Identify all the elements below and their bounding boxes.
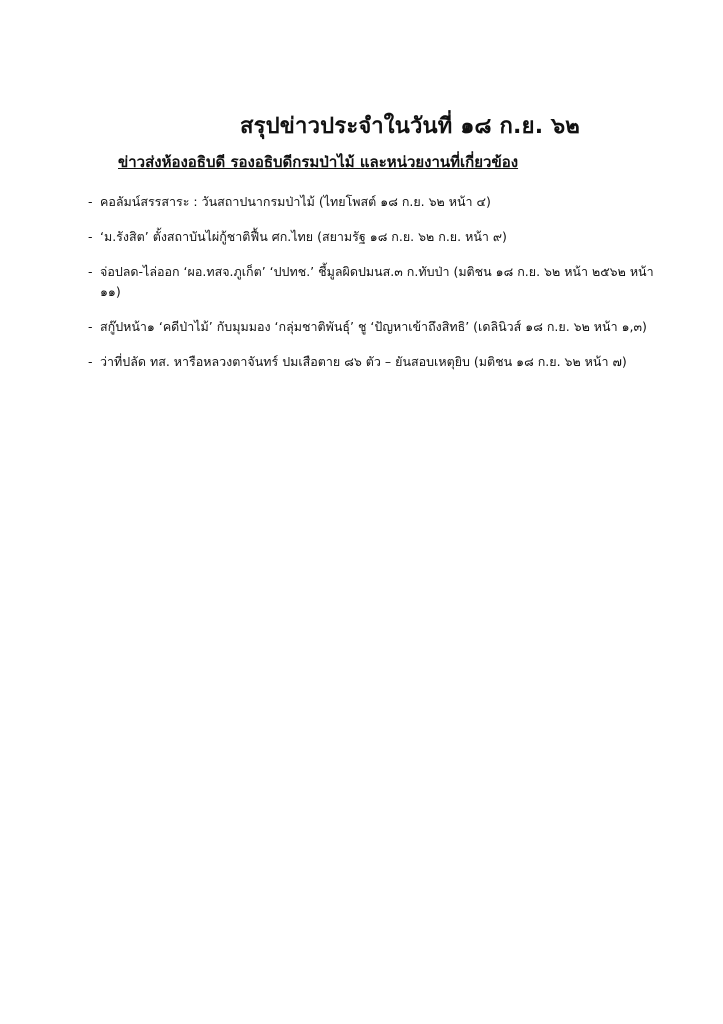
bullet-dash: - — [88, 264, 93, 279]
news-headline: จ่อปลด-ไล่ออก ‘ผอ.ทสจ.ภูเก็ต’ ‘ปปทช.’ ชี้มูลผิดปมนส.๓ ก.ทับป่า (มติชน ๑๘ ก.ย. ๖๒ หน้า ๒๕๖๒ หน้า ๑๑) — [100, 264, 654, 299]
bullet-dash: - — [88, 354, 93, 369]
bullet-dash: - — [88, 229, 93, 244]
news-headline: ‘ม.รังสิต’ ตั้งสถาบันไผ่กู้ชาติฟื้น ศก.ไทย (สยามรัฐ ๑๘ ก.ย. ๖๒ ก.ย. หน้า ๙) — [100, 229, 507, 244]
bullet-dash: - — [88, 194, 93, 209]
news-headline: ว่าที่ปลัด ทส. หารือหลวงตาจันทร์ ปมเสือตาย ๘๖ ตัว – ยันสอบเหตุยิบ (มติชน ๑๘ ก.ย. ๖๒ หน้า ๗) — [100, 354, 627, 369]
news-list — [88, 192, 668, 387]
list-item — [88, 227, 668, 247]
bullet-dash: - — [88, 319, 93, 334]
news-headline: คอลัมน์สรรสาระ : วันสถาปนากรมป่าไม้ (ไทยโพสต์ ๑๘ ก.ย. ๖๒ หน้า ๔) — [100, 194, 491, 209]
list-item — [88, 317, 668, 337]
page-subtitle: ข่าวส่งห้องอธิบดี รองอธิบดีกรมป่าไม้ และหน่วยงานที่เกี่ยวข้อง — [118, 153, 519, 171]
news-headline: สกู๊ปหน้า๑ ‘คดีป่าไม้’ กับมุมมอง ‘กลุ่มชาติพันธุ์’ ชู ‘ปัญหาเข้าถึงสิทธิ’ (เดลินิวส์ ๑๘ ก.ย. ๖๒ หน้า ๑,๓) — [100, 319, 647, 334]
list-item — [88, 192, 668, 212]
page-title: สรุปข่าวประจำในวันที่ ๑๘ ก.ย. ๖๒ — [240, 114, 580, 139]
list-item — [88, 262, 668, 302]
list-item — [88, 352, 668, 372]
